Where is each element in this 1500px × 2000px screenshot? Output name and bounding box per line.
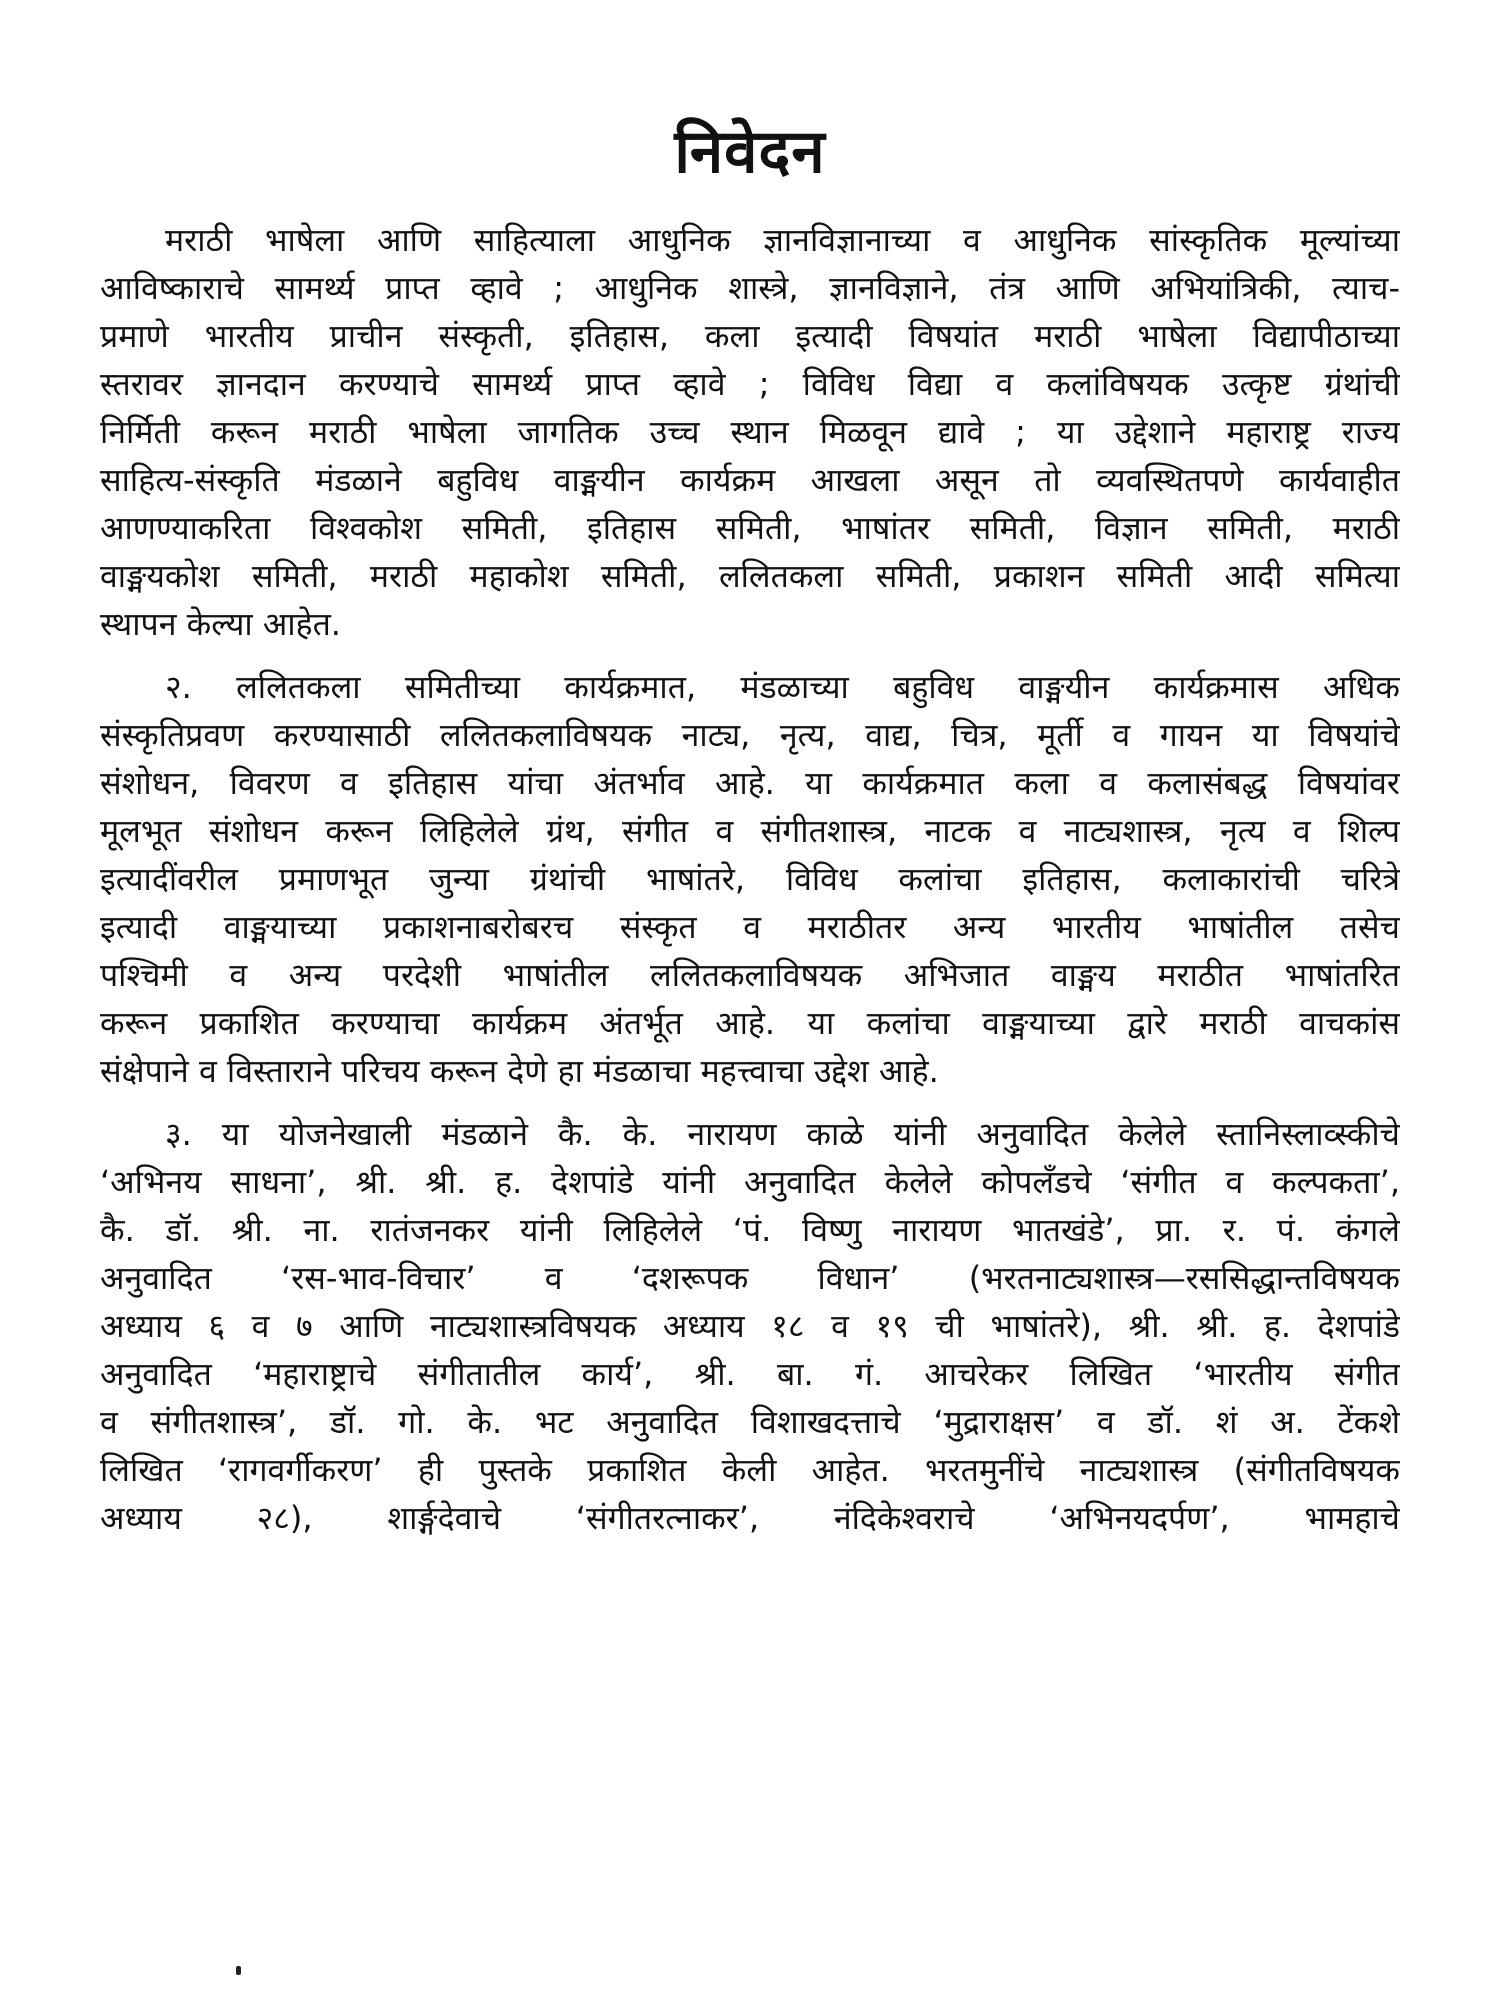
text-line: व संगीतशास्त्र’, डॉ. गो. के. भट अनुवादित विशाखदत्ताचे ‘मुद्राराक्षस’ व डॉ. शं अ. टेंकशे <box>100 1403 1400 1441</box>
text-line: निर्मिती करून मराठी भाषेला जागतिक उच्च स्थान मिळवून द्यावे ; या उद्देशाने महाराष्ट्र राज्य <box>100 413 1400 451</box>
text-line: लिखित ‘रागवर्गीकरण’ ही पुस्तके प्रकाशित केली आहेत. भरतमुनींचे नाट्यशास्त्र (संगीतविषयक <box>100 1451 1400 1489</box>
text-line: अनुवादित ‘रस-भाव-विचार’ व ‘दशरूपक विधान’ (भरतनाट्यशास्त्र—रससिद्धान्तविषयक <box>100 1259 1400 1297</box>
text-line: ‘अभिनय साधना’, श्री. श्री. ह. देशपांडे यांनी अनुवादित केलेले कोपलँडचे ‘संगीत व कल्पकता’, <box>100 1163 1400 1201</box>
text-line: अध्याय ६ व ७ आणि नाट्यशास्त्रविषयक अध्याय १८ व १९ ची भाषांतरे), श्री. श्री. ह. देशपांडे <box>100 1307 1400 1345</box>
text-line: मूलभूत संशोधन करून लिहिलेले ग्रंथ, संगीत व संगीतशास्त्र, नाटक व नाट्यशास्त्र, नृत्य व शिल्प <box>100 812 1400 850</box>
text-line: करून प्रकाशित करण्याचा कार्यक्रम अंतर्भूत आहे. या कलांचा वाङ्मयाच्या द्वारे मराठी वाचकांस <box>100 1004 1400 1042</box>
text-line: पश्चिमी व अन्य परदेशी भाषांतील ललितकलाविषयक अभिजात वाङ्मय मराठीत भाषांतरित <box>100 956 1400 994</box>
text-line: इत्यादी वाङ्मयाच्या प्रकाशनाबरोबरच संस्कृत व मराठीतर अन्य भारतीय भाषांतील तसेच <box>100 908 1400 946</box>
text-line: ३. या योजनेखाली मंडळाने कै. के. नारायण काळे यांनी अनुवादित केलेले स्तानिस्लाव्स्कीचे <box>165 1115 1400 1153</box>
text-line: आणण्याकरिता विश्वकोश समिती, इतिहास समिती, भाषांतर समिती, विज्ञान समिती, मराठी <box>100 509 1400 547</box>
text-line: संशोधन, विवरण व इतिहास यांचा अंतर्भाव आहे. या कार्यक्रमात कला व कलासंबद्ध विषयांवर <box>100 764 1400 802</box>
text-line: प्रमाणे भारतीय प्राचीन संस्कृती, इतिहास, कला इत्यादी विषयांत मराठी भाषेला विद्यापीठाच्या <box>100 317 1400 355</box>
text-line: साहित्य-संस्कृति मंडळाने बहुविध वाङ्मयीन कार्यक्रम आखला असून तो व्यवस्थितपणे कार्यवाहीत <box>100 461 1400 499</box>
scan-speck <box>236 1966 241 1975</box>
text-line: मराठी भाषेला आणि साहित्याला आधुनिक ज्ञानविज्ञानाच्या व आधुनिक सांस्कृतिक मूल्यांच्या <box>165 221 1400 259</box>
text-line: संक्षेपाने व विस्ताराने परिचय करून देणे हा मंडळाचा महत्त्वाचा उद्देश आहे. <box>100 1052 939 1090</box>
text-line: स्तरावर ज्ञानदान करण्याचे सामर्थ्य प्राप्त व्हावे ; विविध विद्या व कलांविषयक उत्कृष्ट ग्रंथांची <box>100 365 1400 403</box>
text-line: २. ललितकला समितीच्या कार्यक्रमात, मंडळाच्या बहुविध वाङ्मयीन कार्यक्रमास अधिक <box>165 668 1400 706</box>
text-line: वाङ्मयकोश समिती, मराठी महाकोश समिती, ललितकला समिती, प्रकाशन समिती आदी समित्या <box>100 557 1400 595</box>
text-line: अनुवादित ‘महाराष्ट्राचे संगीतातील कार्य’, श्री. बा. गं. आचरेकर लिखित ‘भारतीय संगीत <box>100 1355 1400 1393</box>
text-line: स्थापन केल्या आहेत. <box>100 605 341 643</box>
text-line: इत्यादींवरील प्रमाणभूत जुन्या ग्रंथांची भाषांतरे, विविध कलांचा इतिहास, कलाकारांची चरित्रे <box>100 860 1400 898</box>
text-line: संस्कृतिप्रवण करण्यासाठी ललितकलाविषयक नाट्य, नृत्य, वाद्य, चित्र, मूर्ती व गायन या विषयांचे <box>100 716 1400 754</box>
text-line: अध्याय २८), शार्ङ्गदेवाचे ‘संगीतरत्नाकर’, नंदिकेश्वराचे ‘अभिनयदर्पण’, भामहाचे <box>100 1499 1400 1537</box>
text-line: कै. डॉ. श्री. ना. रातंजनकर यांनी लिहिलेले ‘पं. विष्णु नारायण भातखंडे’, प्रा. र. पं. कंगले <box>100 1211 1400 1249</box>
text-line: आविष्काराचे सामर्थ्य प्राप्त व्हावे ; आधुनिक शास्त्रे, ज्ञानविज्ञाने, तंत्र आणि अभियांत्रिकी, त्याच- <box>100 269 1400 307</box>
page-title: निवेदन <box>674 117 826 187</box>
